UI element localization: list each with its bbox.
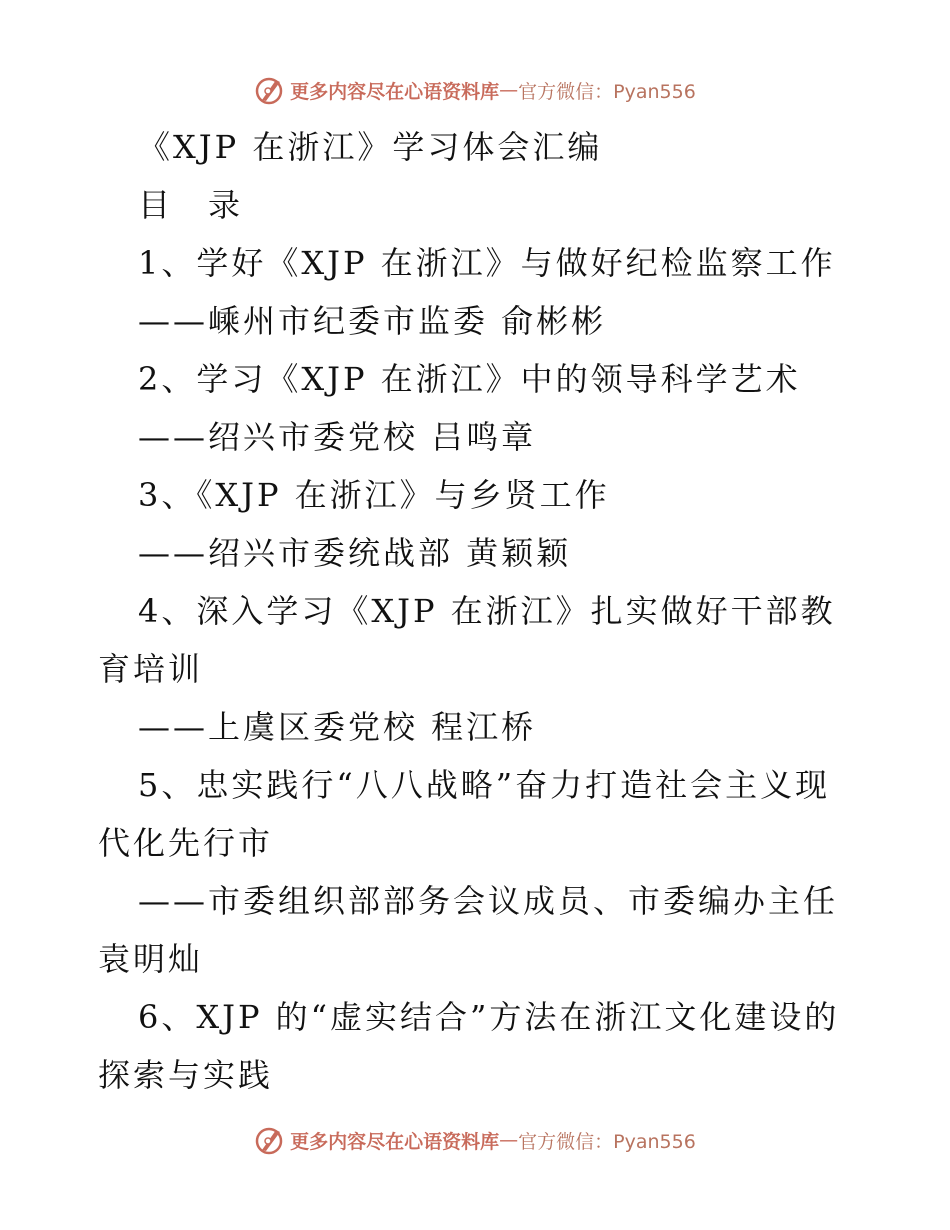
document-title: 《XJP 在浙江》学习体会汇编 <box>138 128 603 166</box>
toc-entry-author: ——市委组织部部务会议成员、市委编办主任袁明灿 <box>98 882 839 978</box>
banner-wechat-text: 官方微信：Pyan556 <box>518 1130 696 1153</box>
toc-entry-title: 6、XJP 的“虚实结合”方法在浙江文化建设的探索与实践 <box>98 998 840 1094</box>
toc-entry-title: 2、学习《XJP 在浙江》中的领导科学艺术 <box>138 360 801 398</box>
toc-entry-title: 4、深入学习《XJP 在浙江》扎实做好干部教育培训 <box>98 592 836 688</box>
document-body <box>98 118 843 1104</box>
footer-banner <box>0 1120 950 1160</box>
toc-entry-author: ——绍兴市委统战部 黄颖颖 <box>138 534 572 572</box>
toc-entry-title: 3、《XJP 在浙江》与乡贤工作 <box>138 476 610 514</box>
toc-entry-author: ——嵊州市纪委市监委 俞彬彬 <box>138 302 607 340</box>
banner-wechat-text: 官方微信：Pyan556 <box>518 80 696 103</box>
toc-entry-author: ——上虞区委党校 程江桥 <box>138 708 537 746</box>
quill-circle-icon <box>254 1124 286 1156</box>
banner-separator: — <box>499 79 519 101</box>
toc-entry-author: ——绍兴市委党校 吕鸣章 <box>138 418 537 456</box>
banner-separator: — <box>499 1129 519 1151</box>
toc-entry-title: 1、学好《XJP 在浙江》与做好纪检监察工作 <box>138 244 836 282</box>
banner-site-text: 更多内容尽在心语资料库 <box>290 80 500 103</box>
quill-circle-icon <box>254 74 286 106</box>
toc-entry-title: 5、忠实践行“八八战略”奋力打造社会主义现代化先行市 <box>98 766 831 862</box>
toc-heading: 目 录 <box>138 186 244 224</box>
header-banner <box>0 70 950 110</box>
banner-site-text: 更多内容尽在心语资料库 <box>290 1130 500 1153</box>
